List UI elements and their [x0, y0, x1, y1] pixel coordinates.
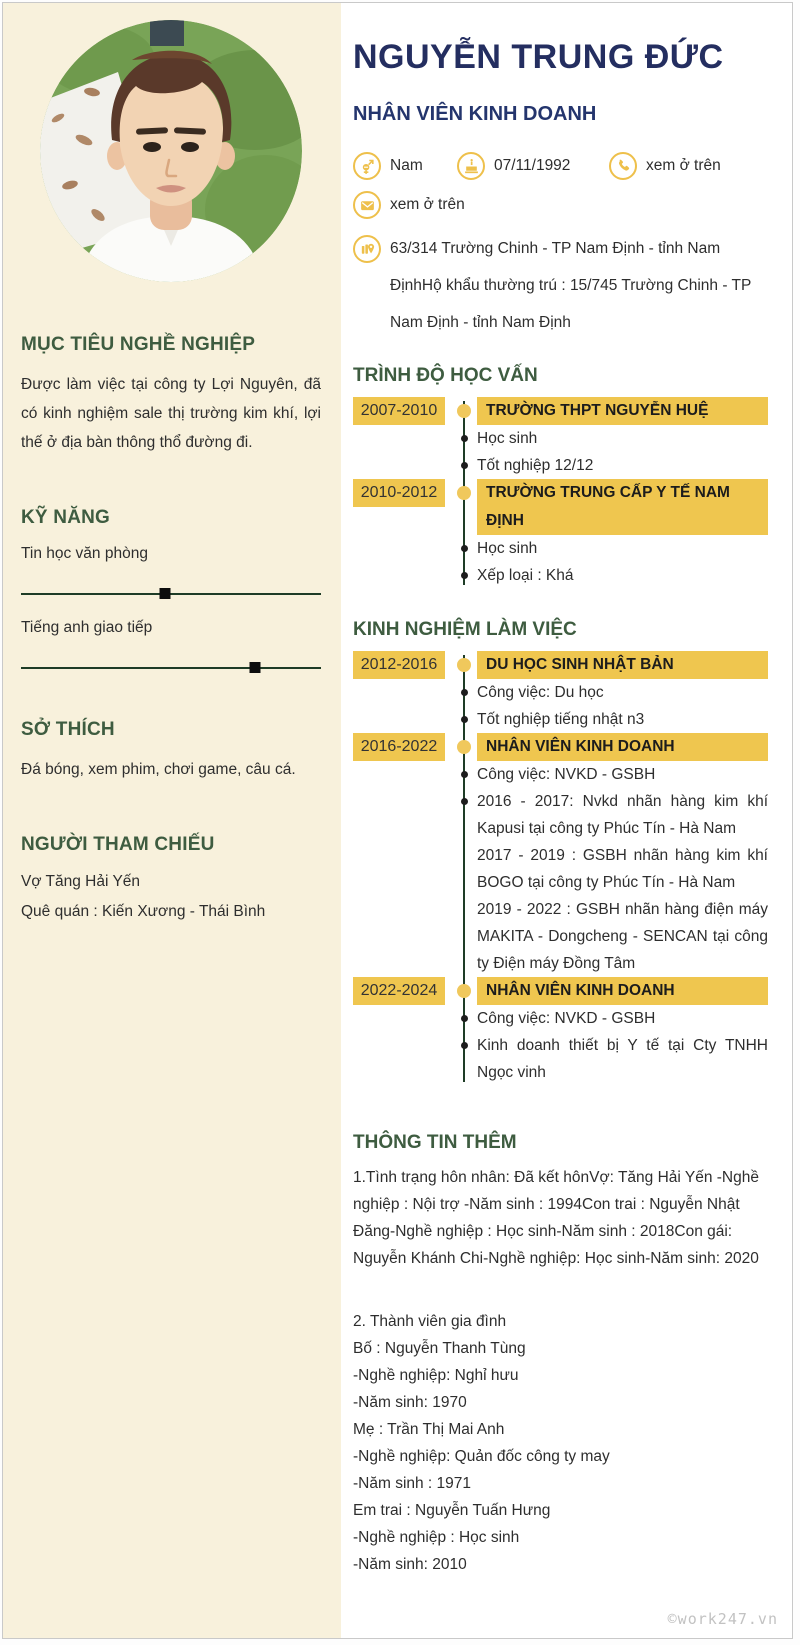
skill-slider-handle: [160, 588, 171, 599]
sidebar: [3, 3, 341, 1638]
skill-slider-handle: [250, 662, 261, 673]
education-timeline: [353, 397, 768, 591]
email-icon: [353, 191, 381, 219]
additional-heading: THÔNG TIN THÊM: [353, 1132, 517, 1153]
bullet-text: 2019 - 2022 : GSBH nhãn hàng điện máy MAKITA - Dongcheng - SENCAN tại công ty Điện máy Đồng Tâm: [477, 901, 768, 972]
email-value: xem ở trên: [390, 196, 465, 213]
additional-line: Em trai : Nguyễn Tuấn Hưng: [353, 1502, 551, 1519]
contact-address: [353, 230, 768, 341]
contact-birthday: [457, 152, 609, 180]
additional-line: 2. Thành viên gia đình: [353, 1313, 507, 1330]
skill-slider: [21, 667, 321, 669]
additional-line: -Nghề nghiệp: Quản đốc công ty may: [353, 1448, 610, 1465]
profile-photo: [40, 20, 302, 282]
additional-line: Bố : Nguyễn Thanh Tùng: [353, 1340, 526, 1357]
education-bullet: [477, 535, 768, 562]
bullet-text: Công việc: NVKD - GSBH: [477, 766, 656, 783]
contact-row: [353, 191, 768, 219]
education-heading: TRÌNH ĐỘ HỌC VẤN: [353, 365, 538, 386]
education-bullet: [477, 562, 768, 589]
bullet-text: Công việc: Du học: [477, 684, 604, 701]
candidate-name: NGUYỄN TRUNG ĐỨC: [353, 38, 724, 76]
role-badge: DU HỌC SINH NHẬT BẢN: [477, 651, 768, 679]
additional-line: -Năm sinh : 1971: [353, 1475, 472, 1492]
map-pin-icon: [353, 235, 381, 263]
additional-paragraph: 1.Tình trạng hôn nhân: Đã kết hônVợ: Tăng Hải Yến -Nghề nghiệp : Nội trợ -Năm sinh : 1994Con trai : Nguyễn Nhật Đăng-Nghề nghiệp : Học sinh-Năm sinh : 2018Con gái: Nguyễn Khánh Chi-Nghề nghiệp: Học sinh-Năm sinh: 2020: [353, 1169, 759, 1267]
additional-line: -Năm sinh: 2010: [353, 1556, 467, 1573]
objective-text: Được làm việc tại công ty Lợi Nguyên, đã có kinh nghiệm sale thị trường kim khí, lợi thế ở địa bàn thông thổ đường đi.: [21, 376, 321, 451]
additional-line: Mẹ : Trần Thị Mai Anh: [353, 1421, 505, 1438]
objective-heading: MỤC TIÊU NGHỀ NGHIỆP: [21, 334, 256, 355]
experience-heading: KINH NGHIỆM LÀM VIỆC: [353, 619, 577, 640]
role-badge: NHÂN VIÊN KINH DOANH: [477, 977, 768, 1005]
skill-item: [21, 619, 321, 669]
main-column: [341, 3, 792, 1638]
school-badge: TRƯỜNG THPT NGUYỄN HUỆ: [477, 397, 768, 425]
additional-line: -Nghề nghiệp: Nghỉ hưu: [353, 1367, 519, 1384]
period-badge: 2010-2012: [353, 479, 445, 507]
skills-heading: KỸ NĂNG: [21, 507, 111, 528]
experience-bullet: [477, 1032, 768, 1086]
cv-page: [2, 2, 793, 1639]
skill-slider: [21, 593, 321, 595]
contact-row: [353, 152, 768, 180]
contact-block: [353, 152, 768, 341]
bullet-text: Học sinh: [477, 430, 538, 447]
bullet-text: 2016 - 2017: Nvkd nhãn hàng kim khí Kapusi tại công ty Phúc Tín - Hà Nam: [477, 793, 768, 837]
experience-bullet: [477, 679, 768, 706]
education-bullet: [477, 452, 768, 479]
references-heading: NGƯỜI THAM CHIẾU: [21, 834, 215, 855]
experience-item: [353, 733, 768, 977]
phone-value: xem ở trên: [646, 157, 721, 174]
contact-phone: [609, 152, 721, 180]
role-badge: NHÂN VIÊN KINH DOANH: [477, 733, 768, 761]
experience-item: [353, 651, 768, 733]
additional-lines: [353, 1308, 768, 1578]
gender-value: Nam: [390, 157, 423, 174]
experience-timeline: [353, 651, 768, 1088]
additional-line: -Năm sinh: 1970: [353, 1394, 467, 1411]
birthday-value: 07/11/1992: [494, 157, 571, 174]
phone-icon: [609, 152, 637, 180]
education-item: [353, 479, 768, 591]
experience-bullet: [477, 761, 768, 788]
job-title: NHÂN VIÊN KINH DOANH: [353, 103, 597, 125]
education-item: [353, 397, 768, 479]
experience-bullet: [477, 706, 768, 733]
period-badge: 2012-2016: [353, 651, 445, 679]
bullet-text: Xếp loại : Khá: [477, 567, 574, 584]
bullet-text: 2017 - 2019 : GSBH nhãn hàng kim khí BOGO tại công ty Phúc Tín - Hà Nam: [477, 847, 768, 891]
hobbies-heading: SỞ THÍCH: [21, 719, 115, 740]
skill-label: Tiếng anh giao tiếp: [21, 619, 153, 636]
experience-item: [353, 977, 768, 1088]
experience-bullet: [477, 788, 768, 977]
experience-bullet: [477, 1005, 768, 1032]
school-badge: TRƯỜNG TRUNG CẤP Y TẾ NAM ĐỊNH: [477, 479, 768, 535]
reference-line: Quê quán : Kiến Xương - Thái Bình: [21, 903, 266, 920]
reference-line: Vợ Tăng Hải Yến: [21, 873, 141, 890]
period-badge: 2016-2022: [353, 733, 445, 761]
bullet-text: Kinh doanh thiết bị Y tế tại Cty TNHH Ngọc vinh: [477, 1037, 768, 1081]
bullet-text: Công việc: NVKD - GSBH: [477, 1010, 656, 1027]
contact-email: [353, 191, 465, 219]
contact-gender: [353, 152, 457, 180]
period-badge: 2007-2010: [353, 397, 445, 425]
additional-line: -Nghề nghiệp : Học sinh: [353, 1529, 520, 1546]
watermark-credit: ©work247.vn: [667, 1610, 778, 1628]
skill-label: Tin học văn phòng: [21, 545, 148, 562]
hobbies-text: Đá bóng, xem phim, chơi game, câu cá.: [21, 761, 296, 778]
address-value: 63/314 Trường Chinh - TP Nam Định - tỉnh Nam ĐịnhHộ khẩu thường trú : 15/745 Trường Chinh - TP Nam Định - tỉnh Nam Định: [390, 240, 752, 331]
skill-item: [21, 545, 321, 595]
education-bullet: [477, 425, 768, 452]
bullet-text: Học sinh: [477, 540, 538, 557]
portrait-illustration: [40, 20, 302, 282]
period-badge: 2022-2024: [353, 977, 445, 1005]
bullet-text: Tốt nghiệp 12/12: [477, 457, 594, 474]
birthday-cake-icon: [457, 152, 485, 180]
gender-icon: [353, 152, 381, 180]
bullet-text: Tốt nghiệp tiếng nhật n3: [477, 711, 645, 728]
